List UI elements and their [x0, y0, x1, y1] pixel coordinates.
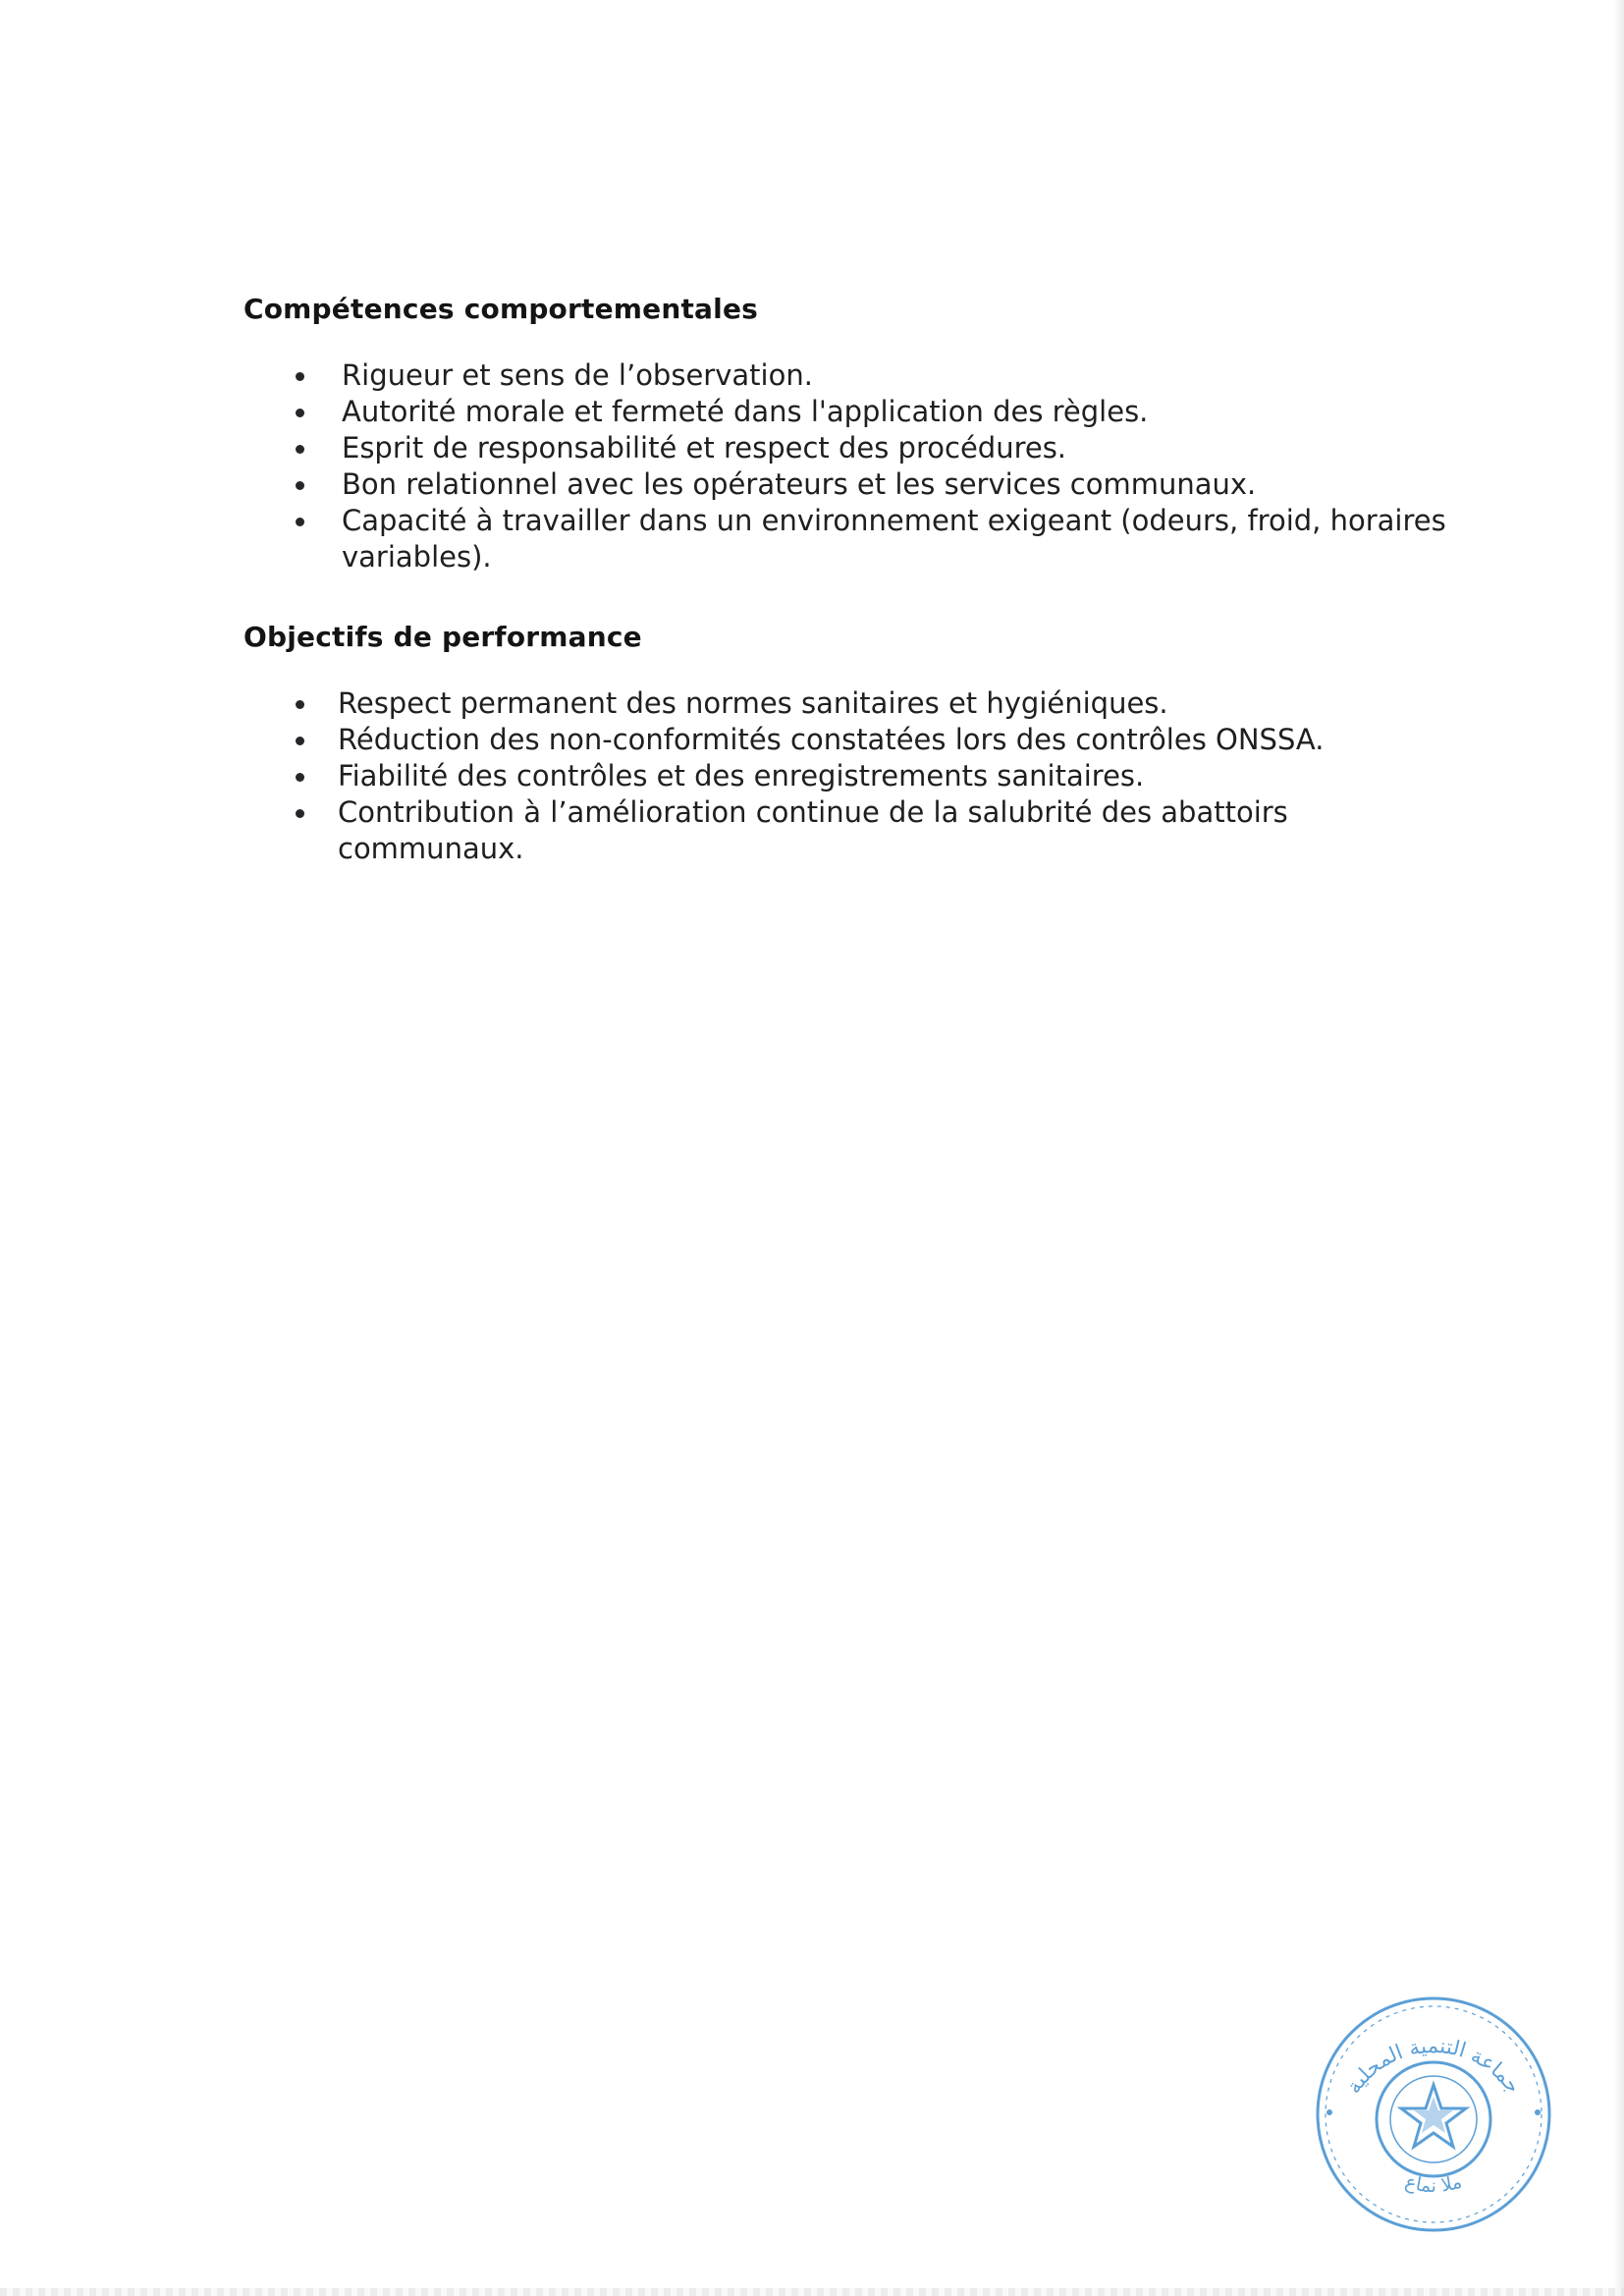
bullet-icon	[296, 409, 304, 417]
official-stamp	[1306, 1987, 1561, 2242]
stamp-text-bottom: ملا نماع	[1402, 2170, 1465, 2198]
list-item	[244, 685, 1451, 722]
bullet-icon	[296, 445, 304, 454]
performance-objectives-section	[244, 619, 1451, 867]
bullet-icon	[296, 700, 304, 709]
bullet-icon	[296, 518, 304, 526]
list-item-text: Capacité à travailler dans un environnement exigeant (odeurs, froid, horaires variables).	[342, 504, 1446, 574]
list-item-text: Réduction des non-conformités constatées lors des contrôles ONSSA.	[338, 723, 1325, 756]
bullet-icon	[296, 773, 304, 782]
list-item	[244, 503, 1451, 575]
list-item	[244, 758, 1451, 794]
list-item-text: Fiabilité des contrôles et des enregistrements sanitaires.	[338, 759, 1145, 793]
list-item-text: Rigueur et sens de l’observation.	[342, 358, 813, 392]
behavioral-skills-section	[244, 291, 1451, 575]
stamp-text-top: جماعة التنمية المحلية	[1341, 2034, 1526, 2099]
bullet-icon	[296, 481, 304, 490]
list-item-text: Respect permanent des normes sanitaires et hygiéniques.	[338, 686, 1168, 720]
bullet-icon	[296, 809, 304, 818]
list-item	[244, 794, 1451, 867]
list-item	[244, 466, 1451, 503]
bullet-icon	[296, 737, 304, 745]
list-item	[244, 394, 1451, 430]
list-item-text: Autorité morale et fermeté dans l'application des règles.	[342, 395, 1149, 428]
list-item	[244, 430, 1451, 466]
page-edge	[1614, 0, 1624, 2296]
list-item	[244, 357, 1451, 394]
list-item-text: Contribution à l’amélioration continue de la salubrité des abattoirs communaux.	[338, 795, 1288, 865]
list-item	[244, 722, 1451, 758]
section-title: Objectifs de performance	[244, 621, 642, 653]
bullet-icon	[296, 372, 304, 381]
list-item-text: Bon relationnel avec les opérateurs et les services communaux.	[342, 467, 1257, 501]
bullet-list	[244, 685, 1451, 867]
section-title: Compétences comportementales	[244, 293, 759, 325]
list-item-text: Esprit de responsabilité et respect des procédures.	[342, 431, 1067, 465]
scan-edge-strip	[0, 2288, 1624, 2296]
star-emblem-icon	[1401, 2085, 1466, 2147]
bullet-list	[244, 357, 1451, 575]
